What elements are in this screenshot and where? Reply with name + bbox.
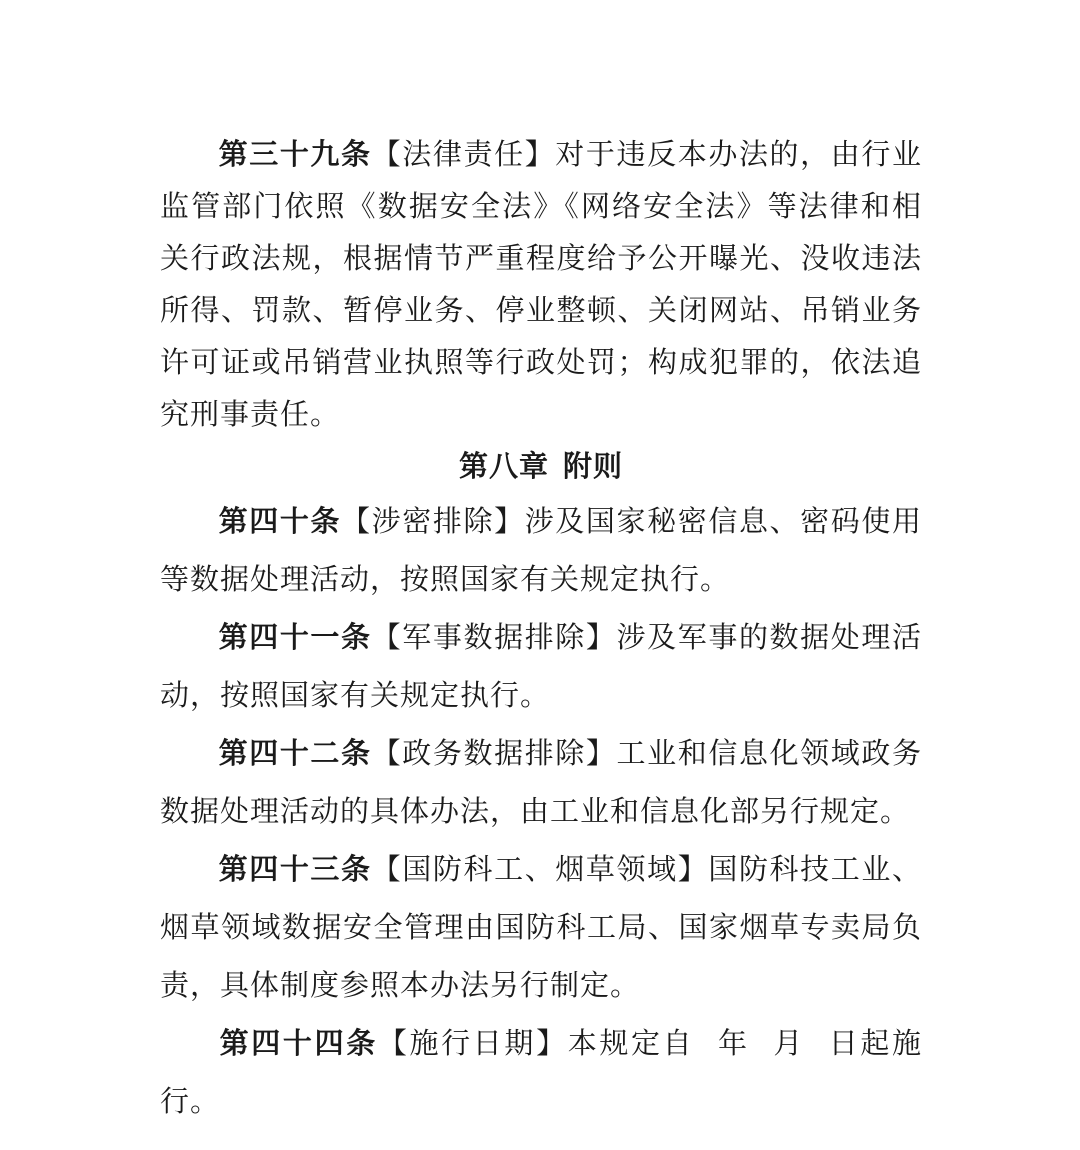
article-text: 【法律责任】对于违反本办法的，由行业监管部门依照《数据安全法》《网络安全法》等法律和相关行政法规，根据情节严重程度给予公开曝光、没收违法所得、罚款、暂停业务、停业整顿、关闭网站、吊销业务许可证或吊销营业执照等行政处罚；构成犯罪的，依法追究刑事责任。: [160, 137, 922, 431]
chapter-heading: [160, 440, 922, 492]
article-text: 【军事数据排除】涉及军事的数据处理活动，按照国家有关规定执行。: [160, 620, 922, 712]
article-title: 第四十条: [218, 504, 342, 538]
article-title: 第四十三条: [218, 852, 372, 886]
chapter-number: 第八章: [458, 449, 549, 483]
article-42: [160, 724, 922, 840]
article-39: [160, 128, 922, 440]
article-title: 第四十四条: [218, 1026, 378, 1060]
article-43: [160, 840, 922, 1014]
article-41: [160, 608, 922, 724]
article-44: [160, 1014, 922, 1130]
document-page: [160, 128, 922, 1130]
article-text: 【施行日期】本规定自 年 月 日起施行。: [160, 1026, 922, 1118]
article-40: [160, 492, 922, 608]
chapter-name: 附则: [563, 449, 624, 483]
article-title: 第三十九条: [218, 137, 372, 171]
article-title: 第四十二条: [218, 736, 372, 770]
article-title: 第四十一条: [218, 620, 372, 654]
article-text: 【政务数据排除】工业和信息化领域政务数据处理活动的具体办法，由工业和信息化部另行规定。: [160, 736, 922, 828]
article-text: 【涉密排除】涉及国家秘密信息、密码使用等数据处理活动，按照国家有关规定执行。: [160, 504, 922, 596]
article-text: 【国防科工、烟草领域】国防科技工业、烟草领域数据安全管理由国防科工局、国家烟草专卖局负责，具体制度参照本办法另行制定。: [160, 852, 922, 1002]
